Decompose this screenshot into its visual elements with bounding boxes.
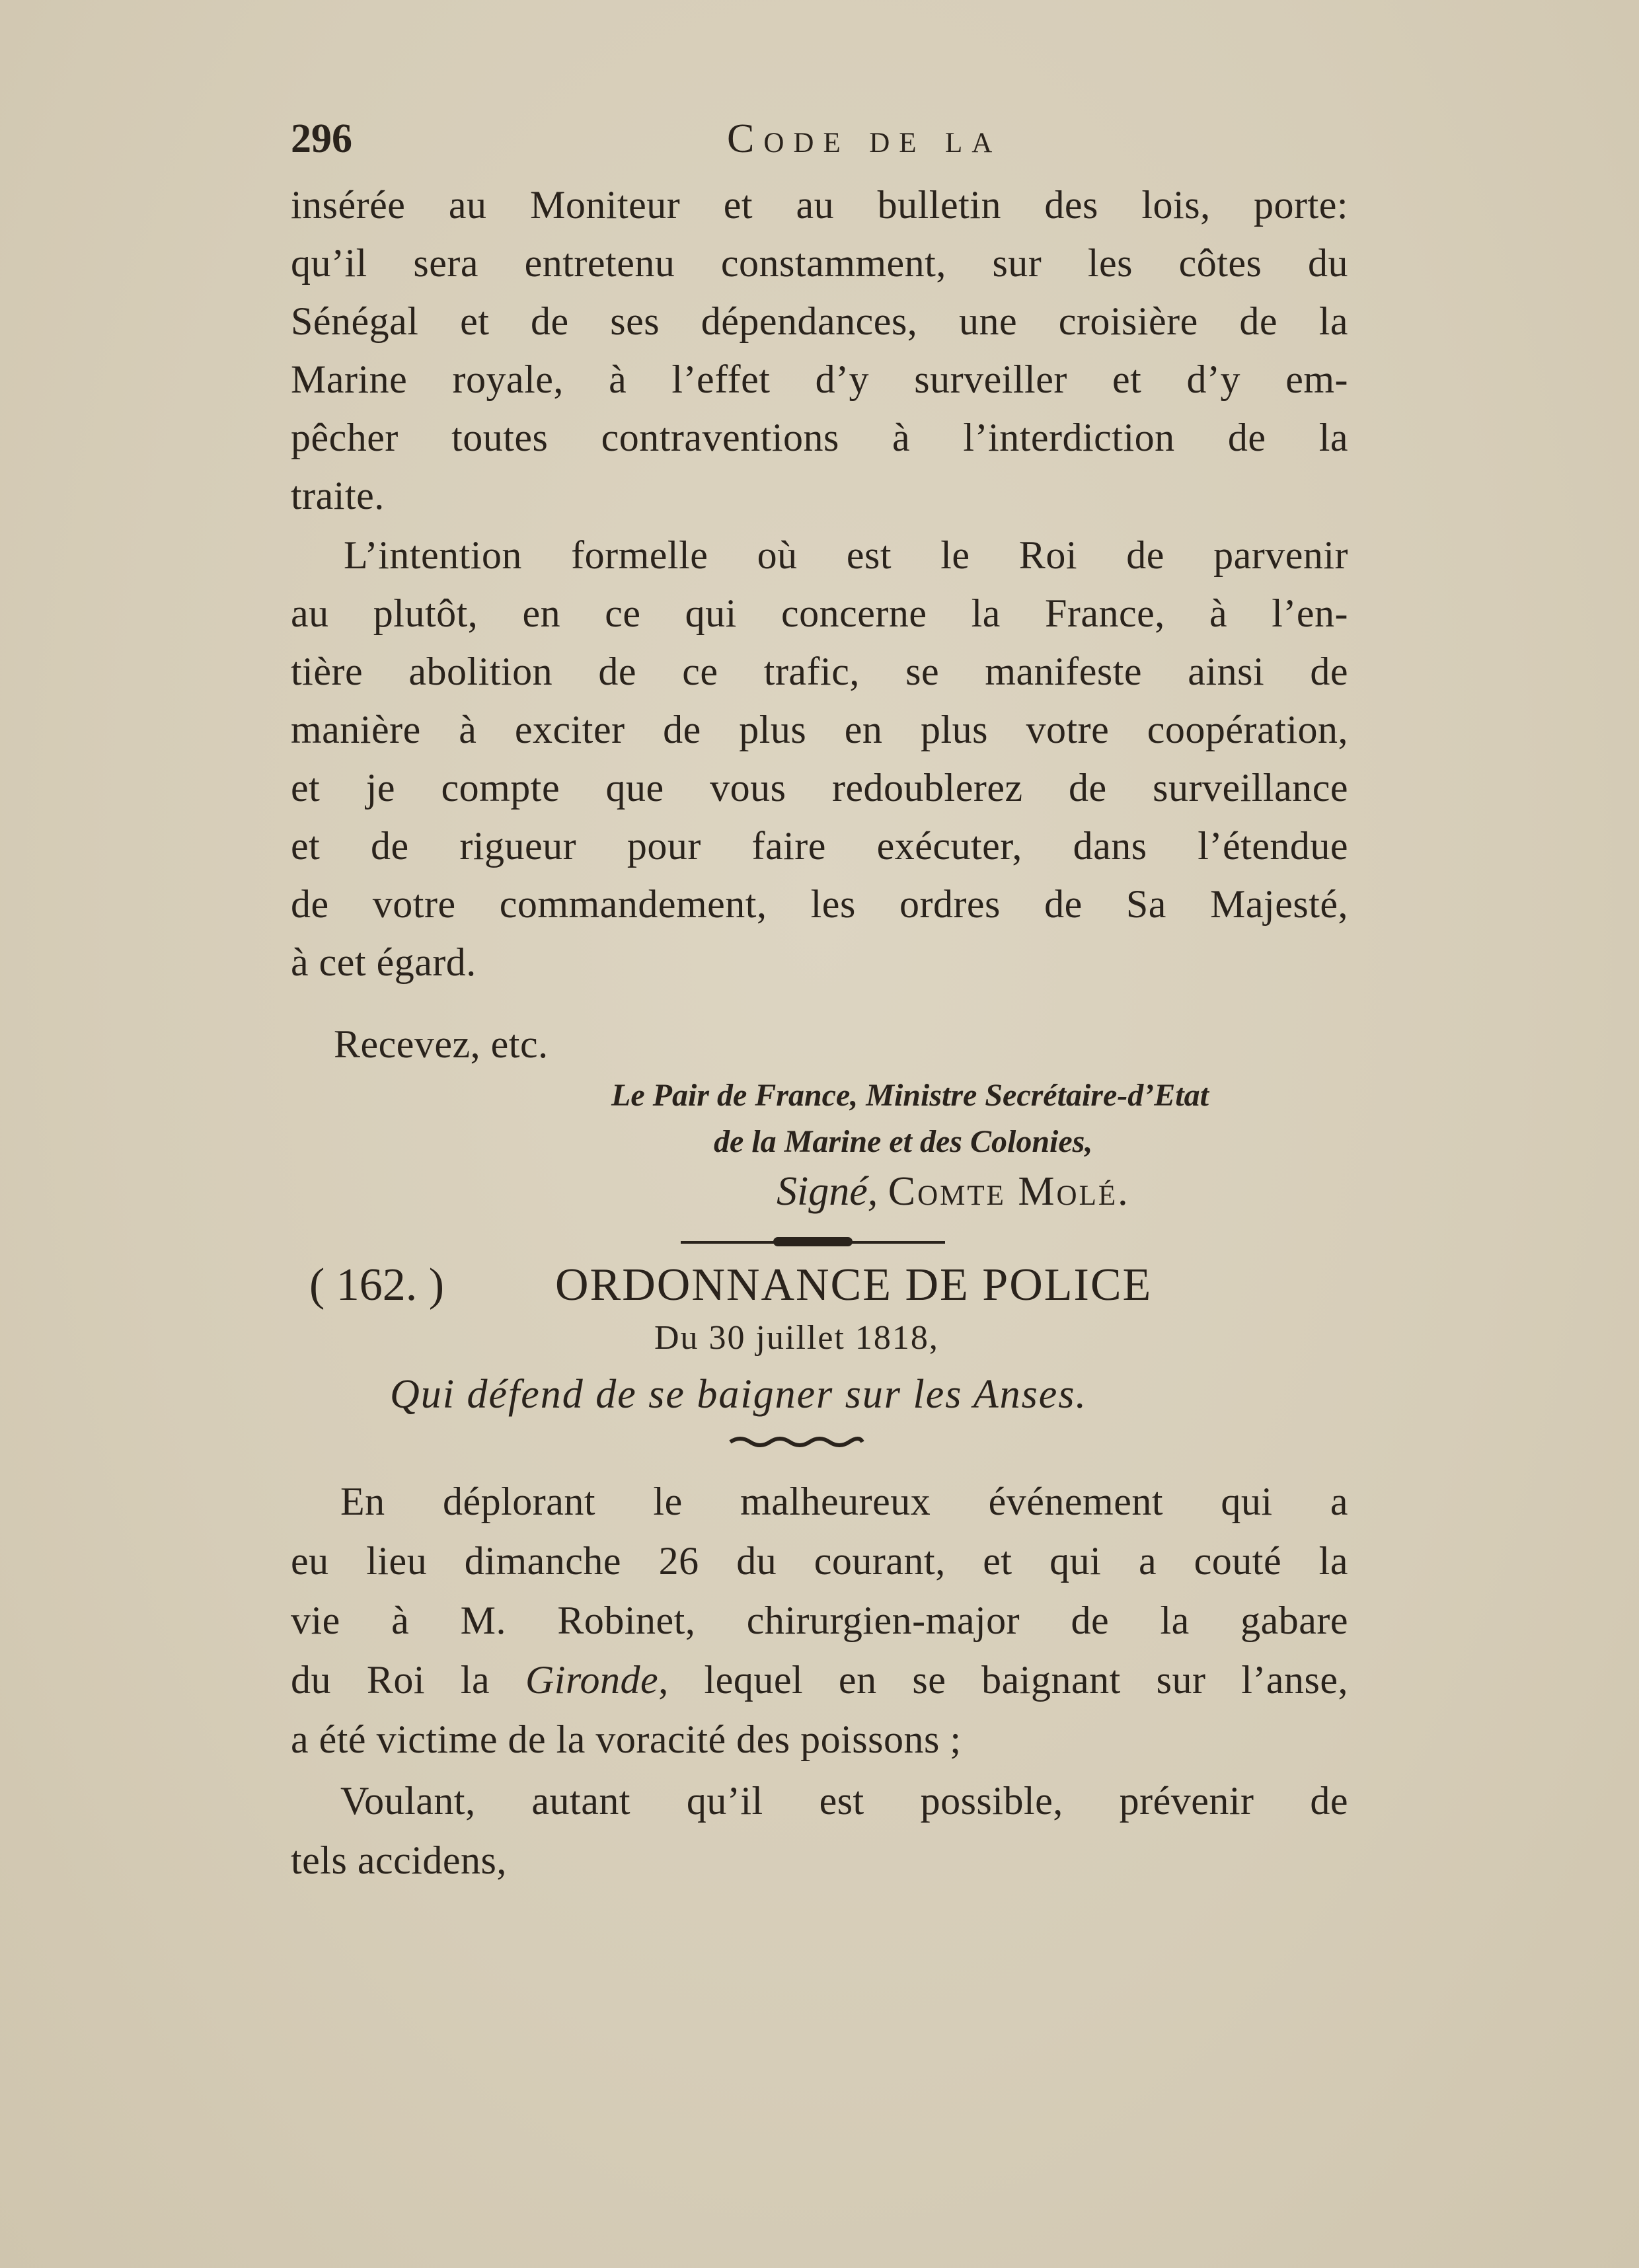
- text-line: tels accidens,: [291, 1838, 507, 1882]
- salutation: Recevez, etc.: [334, 1022, 549, 1066]
- wave-ornament: [727, 1434, 866, 1450]
- text-line: et de rigueur pour faire exécuter, dans l’étendue: [291, 824, 1348, 868]
- signed-prefix: Signé,: [777, 1169, 878, 1214]
- text-line: qu’il sera entretenu constamment, sur les côtes du: [291, 241, 1348, 285]
- text-line: au plutôt, en ce qui concerne la France, à l’en-: [291, 591, 1348, 635]
- text-line: [291, 1653, 1348, 1706]
- text-line: a été victime de la voracité des poissons ;: [291, 1718, 962, 1761]
- text-line: En déplorant le malheureux événement qui a: [340, 1480, 1348, 1523]
- article-number: ( 162. ): [309, 1260, 445, 1310]
- signature: [777, 1168, 1130, 1215]
- text-line: et je compte que vous redoublerez de surveillance: [291, 766, 1348, 810]
- divider-ornament: [773, 1237, 853, 1246]
- text-line: eu lieu dimanche 26 du courant, et qui a couté la: [291, 1539, 1348, 1583]
- article-subtitle: Qui défend de se baigner sur les Anses.: [390, 1372, 1087, 1417]
- article-date: Du 30 juillet 1818,: [654, 1319, 939, 1357]
- text-segment: du Roi la: [291, 1658, 525, 1702]
- article-title: ORDONNANCE DE POLICE: [555, 1260, 1153, 1310]
- page-number: 296: [291, 116, 352, 161]
- text-line: vie à M. Robinet, chirurgien-major de la gabare: [291, 1599, 1348, 1642]
- text-line: manière à exciter de plus en plus votre coopération,: [291, 708, 1348, 751]
- text-segment: , lequel en se baignant sur l’anse,: [658, 1658, 1348, 1702]
- signatory-line-2: de la Marine et des Colonies,: [714, 1124, 1093, 1159]
- running-title: Code de la: [727, 116, 1002, 161]
- signatory-line-1: Le Pair de France, Ministre Secrétaire-d’Etat: [611, 1078, 1209, 1113]
- ship-name: Gironde: [525, 1658, 659, 1702]
- text-line: tière abolition de ce trafic, se manifeste ainsi de: [291, 650, 1348, 693]
- text-line: insérée au Moniteur et au bulletin des lois, porte:: [291, 183, 1348, 227]
- text-line: de votre commandement, les ordres de Sa Majesté,: [291, 882, 1348, 926]
- text-line: Sénégal et de ses dépendances, une croisière de la: [291, 299, 1348, 343]
- text-line: Marine royale, à l’effet d’y surveiller et d’y em-: [291, 358, 1348, 401]
- signed-name: Comte Molé.: [888, 1169, 1130, 1214]
- text-line: à cet égard.: [291, 940, 476, 984]
- text-line: L’intention formelle où est le Roi de parvenir: [344, 533, 1348, 577]
- text-line: pêcher toutes contraventions à l’interdiction de la: [291, 416, 1348, 459]
- text-line: Voulant, autant qu’il est possible, prévenir de: [340, 1779, 1348, 1823]
- text-line: traite.: [291, 474, 385, 517]
